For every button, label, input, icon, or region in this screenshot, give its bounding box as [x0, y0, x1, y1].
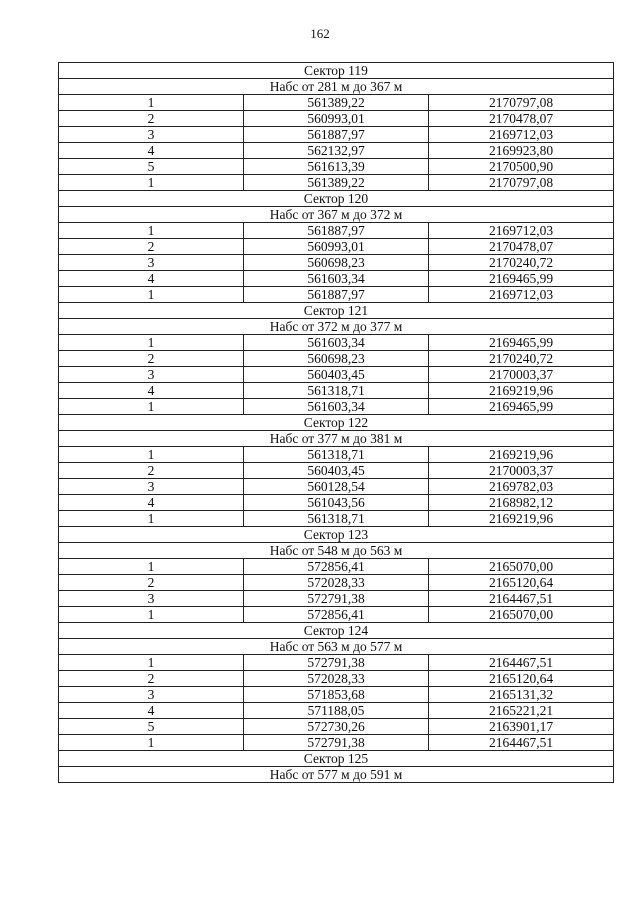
- table-row: [59, 399, 614, 415]
- x-coordinate: 572028,33: [244, 671, 429, 687]
- point-number: 3: [59, 255, 244, 271]
- table-row: [59, 559, 614, 575]
- height-range: Набс от 577 м до 591 м: [59, 767, 614, 783]
- x-coordinate: 572791,38: [244, 735, 429, 751]
- x-coordinate: 561887,97: [244, 287, 429, 303]
- height-range-row: [59, 431, 614, 447]
- x-coordinate: 572730,26: [244, 719, 429, 735]
- sector-header-row: [59, 527, 614, 543]
- x-coordinate: 560403,45: [244, 463, 429, 479]
- x-coordinate: 561389,22: [244, 175, 429, 191]
- point-number: 1: [59, 655, 244, 671]
- y-coordinate: 2163901,17: [429, 719, 614, 735]
- table-row: [59, 703, 614, 719]
- y-coordinate: 2170003,37: [429, 463, 614, 479]
- sector-title: Сектор 123: [59, 527, 614, 543]
- table-row: [59, 447, 614, 463]
- x-coordinate: 561318,71: [244, 447, 429, 463]
- x-coordinate: 572791,38: [244, 655, 429, 671]
- x-coordinate: 560698,23: [244, 255, 429, 271]
- point-number: 3: [59, 591, 244, 607]
- point-number: 1: [59, 559, 244, 575]
- y-coordinate: 2165120,64: [429, 671, 614, 687]
- table-row: [59, 239, 614, 255]
- point-number: 2: [59, 351, 244, 367]
- sector-header-row: [59, 191, 614, 207]
- point-number: 4: [59, 143, 244, 159]
- table-row: [59, 271, 614, 287]
- y-coordinate: 2168982,12: [429, 495, 614, 511]
- point-number: 1: [59, 607, 244, 623]
- y-coordinate: 2170003,37: [429, 367, 614, 383]
- x-coordinate: 571853,68: [244, 687, 429, 703]
- y-coordinate: 2165131,32: [429, 687, 614, 703]
- x-coordinate: 561603,34: [244, 335, 429, 351]
- y-coordinate: 2169923,80: [429, 143, 614, 159]
- x-coordinate: 562132,97: [244, 143, 429, 159]
- point-number: 5: [59, 159, 244, 175]
- table-row: [59, 735, 614, 751]
- table-row: [59, 687, 614, 703]
- point-number: 4: [59, 383, 244, 399]
- table-row: [59, 351, 614, 367]
- point-number: 3: [59, 479, 244, 495]
- table-row: [59, 655, 614, 671]
- x-coordinate: 561318,71: [244, 511, 429, 527]
- height-range: Набс от 377 м до 381 м: [59, 431, 614, 447]
- point-number: 1: [59, 95, 244, 111]
- y-coordinate: 2169465,99: [429, 335, 614, 351]
- table-row: [59, 159, 614, 175]
- height-range: Набс от 548 м до 563 м: [59, 543, 614, 559]
- point-number: 3: [59, 687, 244, 703]
- point-number: 4: [59, 271, 244, 287]
- table-row: [59, 255, 614, 271]
- point-number: 2: [59, 575, 244, 591]
- y-coordinate: 2164467,51: [429, 735, 614, 751]
- table-row: [59, 335, 614, 351]
- table-row: [59, 719, 614, 735]
- point-number: 1: [59, 511, 244, 527]
- sector-title: Сектор 119: [59, 63, 614, 79]
- sector-header-row: [59, 303, 614, 319]
- y-coordinate: 2169219,96: [429, 383, 614, 399]
- x-coordinate: 560993,01: [244, 239, 429, 255]
- table-row: [59, 607, 614, 623]
- y-coordinate: 2170500,90: [429, 159, 614, 175]
- point-number: 1: [59, 335, 244, 351]
- table-row: [59, 95, 614, 111]
- sector-title: Сектор 125: [59, 751, 614, 767]
- y-coordinate: 2164467,51: [429, 655, 614, 671]
- x-coordinate: 561318,71: [244, 383, 429, 399]
- height-range-row: [59, 639, 614, 655]
- coordinates-table: [58, 62, 614, 783]
- table-row: [59, 287, 614, 303]
- point-number: 1: [59, 399, 244, 415]
- y-coordinate: 2170797,08: [429, 175, 614, 191]
- y-coordinate: 2170240,72: [429, 351, 614, 367]
- x-coordinate: 561887,97: [244, 127, 429, 143]
- height-range-row: [59, 767, 614, 783]
- table-row: [59, 575, 614, 591]
- point-number: 2: [59, 111, 244, 127]
- x-coordinate: 561389,22: [244, 95, 429, 111]
- sector-title: Сектор 121: [59, 303, 614, 319]
- x-coordinate: 572856,41: [244, 607, 429, 623]
- height-range: Набс от 367 м до 372 м: [59, 207, 614, 223]
- x-coordinate: 561603,34: [244, 399, 429, 415]
- x-coordinate: 571188,05: [244, 703, 429, 719]
- table-row: [59, 383, 614, 399]
- x-coordinate: 572856,41: [244, 559, 429, 575]
- height-range: Набс от 281 м до 367 м: [59, 79, 614, 95]
- height-range: Набс от 563 м до 577 м: [59, 639, 614, 655]
- sector-header-row: [59, 751, 614, 767]
- point-number: 4: [59, 495, 244, 511]
- x-coordinate: 560403,45: [244, 367, 429, 383]
- x-coordinate: 561613,39: [244, 159, 429, 175]
- table-row: [59, 175, 614, 191]
- point-number: 3: [59, 127, 244, 143]
- height-range-row: [59, 79, 614, 95]
- table-row: [59, 367, 614, 383]
- sector-header-row: [59, 415, 614, 431]
- y-coordinate: 2169465,99: [429, 271, 614, 287]
- point-number: 2: [59, 671, 244, 687]
- sector-header-row: [59, 623, 614, 639]
- sector-title: Сектор 122: [59, 415, 614, 431]
- point-number: 1: [59, 175, 244, 191]
- table-row: [59, 671, 614, 687]
- x-coordinate: 560128,54: [244, 479, 429, 495]
- page-number: 162: [310, 26, 330, 41]
- table-row: [59, 111, 614, 127]
- sector-title: Сектор 120: [59, 191, 614, 207]
- table-row: [59, 143, 614, 159]
- y-coordinate: 2169465,99: [429, 399, 614, 415]
- x-coordinate: 560698,23: [244, 351, 429, 367]
- height-range-row: [59, 319, 614, 335]
- height-range: Набс от 372 м до 377 м: [59, 319, 614, 335]
- y-coordinate: 2165221,21: [429, 703, 614, 719]
- x-coordinate: 561603,34: [244, 271, 429, 287]
- x-coordinate: 561043,56: [244, 495, 429, 511]
- y-coordinate: 2170478,07: [429, 239, 614, 255]
- y-coordinate: 2170240,72: [429, 255, 614, 271]
- y-coordinate: 2170478,07: [429, 111, 614, 127]
- point-number: 1: [59, 447, 244, 463]
- y-coordinate: 2169219,96: [429, 511, 614, 527]
- table-row: [59, 223, 614, 239]
- x-coordinate: 572028,33: [244, 575, 429, 591]
- x-coordinate: 572791,38: [244, 591, 429, 607]
- table-row: [59, 127, 614, 143]
- table-row: [59, 511, 614, 527]
- point-number: 3: [59, 367, 244, 383]
- y-coordinate: 2165070,00: [429, 607, 614, 623]
- sector-header-row: [59, 63, 614, 79]
- y-coordinate: 2164467,51: [429, 591, 614, 607]
- y-coordinate: 2169219,96: [429, 447, 614, 463]
- y-coordinate: 2169782,03: [429, 479, 614, 495]
- table-row: [59, 495, 614, 511]
- point-number: 2: [59, 463, 244, 479]
- height-range-row: [59, 543, 614, 559]
- point-number: 4: [59, 703, 244, 719]
- point-number: 1: [59, 287, 244, 303]
- point-number: 5: [59, 719, 244, 735]
- height-range-row: [59, 207, 614, 223]
- table-row: [59, 479, 614, 495]
- y-coordinate: 2169712,03: [429, 223, 614, 239]
- point-number: 1: [59, 223, 244, 239]
- table-row: [59, 463, 614, 479]
- table-row: [59, 591, 614, 607]
- x-coordinate: 560993,01: [244, 111, 429, 127]
- y-coordinate: 2169712,03: [429, 287, 614, 303]
- coordinates-table-body: [59, 63, 614, 783]
- y-coordinate: 2165120,64: [429, 575, 614, 591]
- point-number: 1: [59, 735, 244, 751]
- sector-title: Сектор 124: [59, 623, 614, 639]
- y-coordinate: 2165070,00: [429, 559, 614, 575]
- y-coordinate: 2170797,08: [429, 95, 614, 111]
- x-coordinate: 561887,97: [244, 223, 429, 239]
- y-coordinate: 2169712,03: [429, 127, 614, 143]
- point-number: 2: [59, 239, 244, 255]
